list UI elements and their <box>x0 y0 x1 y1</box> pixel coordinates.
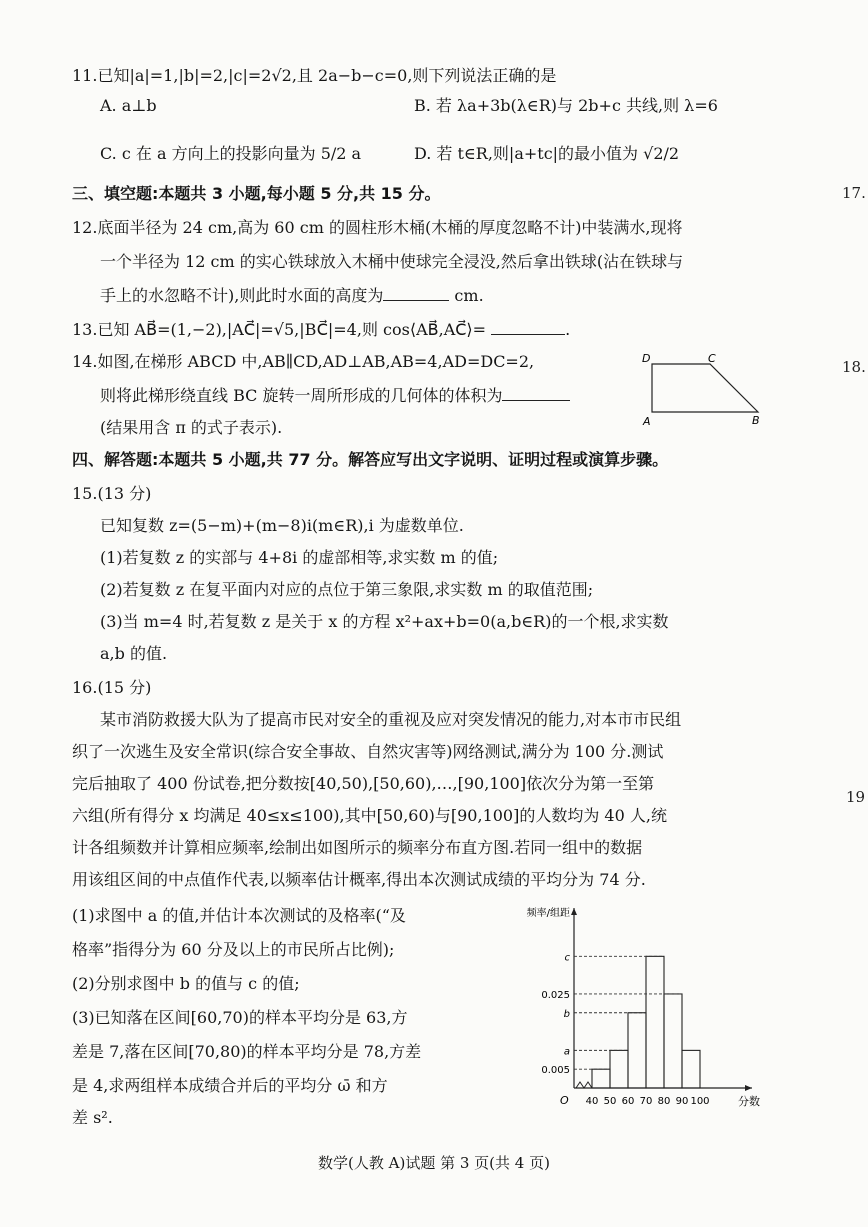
page-footer: 数学(人教 A)试题 第 3 页(共 4 页) <box>318 1154 550 1172</box>
q15-part-3-cont: a,b 的值. <box>100 644 168 663</box>
q14-answer-blank <box>502 386 570 401</box>
histogram-bar <box>682 1050 700 1088</box>
q16-para-6: 用该组区间的中点值作代表,以频率估计概率,得出本次测试成绩的平均分为 74 分. <box>72 870 646 889</box>
q16-para-1: 某市消防救援大队为了提高市民对安全的重视及应对突发情况的能力,对本市市民组 <box>100 710 682 729</box>
q16-sub-3d: 差 s². <box>72 1108 113 1127</box>
q11-stem: 11.已知|a|=1,|b|=2,|c|=2√2,且 2a−b−c=0,则下列说法正确的是 <box>72 66 557 85</box>
x-tick-label: 90 <box>675 1096 689 1107</box>
histogram-bar <box>664 994 682 1088</box>
axis-break <box>576 1082 592 1088</box>
trapezoid-figure <box>640 350 770 428</box>
margin-number-19: 19 <box>846 788 866 806</box>
q12-answer-blank <box>383 286 449 301</box>
q11-option-a: A. a⊥b <box>100 96 157 115</box>
q11-option-d: D. 若 t∈R,则|a+tc|的最小值为 √2/2 <box>414 144 680 163</box>
margin-number-18: 18. <box>842 358 866 376</box>
x-tick-label: 70 <box>639 1096 653 1107</box>
y-axis-title: 频率/组距 <box>526 908 570 919</box>
q12-text: 手上的水忽略不计),则此时水面的高度为 <box>100 286 384 305</box>
x-tick-label: 50 <box>603 1096 617 1107</box>
q16-para-5: 计各组频数并计算相应频率,绘制出如图所示的频率分布直方图.若同一组中的数据 <box>72 838 643 857</box>
label-b: B <box>752 414 760 427</box>
label-c: C <box>708 352 716 365</box>
y-tick-label: b <box>563 1008 570 1020</box>
frequency-histogram <box>520 900 780 1110</box>
trapezoid-shape <box>652 364 758 412</box>
section-3-heading: 三、填空题:本题共 3 小题,每小题 5 分,共 15 分。 <box>72 184 441 203</box>
q13-text: 13.已知 AB⃗=(1,−2),|AC⃗|=√5,|BC⃗|=4,则 cos⟨AB⃗,AC⃗⟩= <box>72 320 487 339</box>
y-tick-label: 0.005 <box>541 1065 570 1077</box>
q12-line-1: 12.底面半径为 24 cm,高为 60 cm 的圆柱形木桶(木桶的厚度忽略不计)中装满水,现将 <box>72 218 683 237</box>
q16-sub-2: (2)分别求图中 b 的值与 c 的值; <box>72 974 300 993</box>
origin-label: O <box>560 1094 569 1107</box>
q13-period: . <box>565 320 571 339</box>
histogram-bar <box>628 1013 646 1088</box>
q16-para-4: 六组(所有得分 x 均满足 40≤x≤100),其中[50,60)与[90,100]的人数均为 40 人,统 <box>72 806 667 825</box>
x-tick-label: 60 <box>621 1096 635 1107</box>
y-axis-arrow <box>571 908 577 915</box>
q12-line-2: 一个半径为 12 cm 的实心铁球放入木桶中使球完全浸没,然后拿出铁球(沾在铁球与 <box>100 252 684 271</box>
q14-line-3: (结果用含 π 的式子表示). <box>100 418 283 437</box>
q14-text: 则将此梯形绕直线 BC 旋转一周所形成的几何体的体积为 <box>100 386 503 405</box>
x-axis-title: 分数 <box>738 1095 760 1108</box>
histogram-layer <box>527 906 760 1108</box>
label-a: A <box>643 415 651 428</box>
y-tick-label: c <box>564 952 570 964</box>
q15-part-3: (3)当 m=4 时,若复数 z 是关于 x 的方程 x²+ax+b=0(a,b∈R)的一个根,求实数 <box>100 612 669 631</box>
y-tick-label: a <box>563 1046 570 1058</box>
q15-heading: 15.(13 分) <box>72 484 152 503</box>
x-axis-arrow <box>745 1085 752 1091</box>
q12-line-3 <box>100 286 484 306</box>
q16-para-3: 完后抽取了 400 份试卷,把分数按[40,50),[50,60),…,[90,100]依次分为第一至第 <box>72 774 655 793</box>
q13-answer-blank <box>491 320 565 335</box>
q13-line <box>72 320 570 340</box>
x-tick-label: 80 <box>657 1096 671 1107</box>
q11-option-b: B. 若 λa+3b(λ∈R)与 2b+c 共线,则 λ=6 <box>414 96 718 115</box>
q16-para-2: 织了一次逃生及安全常识(综合安全事故、自然灾害等)网络测试,满分为 100 分.测试 <box>72 742 664 761</box>
q16-sub-1b: 格率”指得分为 60 分及以上的市民所占比例); <box>72 940 395 959</box>
histogram-bar <box>610 1050 628 1088</box>
q16-sub-3b: 差是 7,落在区间[70,80)的样本平均分是 78,方差 <box>72 1042 422 1061</box>
q14-line-1: 14.如图,在梯形 ABCD 中,AB∥CD,AD⊥AB,AB=4,AD=DC=2, <box>72 352 535 371</box>
q11-option-c: C. c 在 a 方向上的投影向量为 5/2 a <box>100 144 362 163</box>
q12-unit: cm. <box>449 286 484 305</box>
q15-part-2: (2)若复数 z 在复平面内对应的点位于第三象限,求实数 m 的取值范围; <box>100 580 594 599</box>
y-tick-label: 0.025 <box>541 989 570 1001</box>
q14-line-2 <box>100 386 570 406</box>
x-tick-label: 100 <box>690 1096 710 1107</box>
x-tick-label: 40 <box>585 1096 599 1107</box>
section-4-heading: 四、解答题:本题共 5 小题,共 77 分。解答应写出文字说明、证明过程或演算步骤。 <box>72 450 669 469</box>
histogram-bar <box>646 956 664 1088</box>
q15-line-1: 已知复数 z=(5−m)+(m−8)i(m∈R),i 为虚数单位. <box>100 516 464 535</box>
q16-heading: 16.(15 分) <box>72 678 152 697</box>
q15-part-1: (1)若复数 z 的实部与 4+8i 的虚部相等,求实数 m 的值; <box>100 548 499 567</box>
margin-number-17: 17. <box>842 184 866 202</box>
q16-sub-3c: 是 4,求两组样本成绩合并后的平均分 ω̄ 和方 <box>72 1076 388 1095</box>
q16-sub-3a: (3)已知落在区间[60,70)的样本平均分是 63,方 <box>72 1008 408 1027</box>
histogram-bar <box>592 1069 610 1088</box>
q16-sub-1a: (1)求图中 a 的值,并估计本次测试的及格率(“及 <box>72 906 406 925</box>
label-d: D <box>642 352 651 365</box>
